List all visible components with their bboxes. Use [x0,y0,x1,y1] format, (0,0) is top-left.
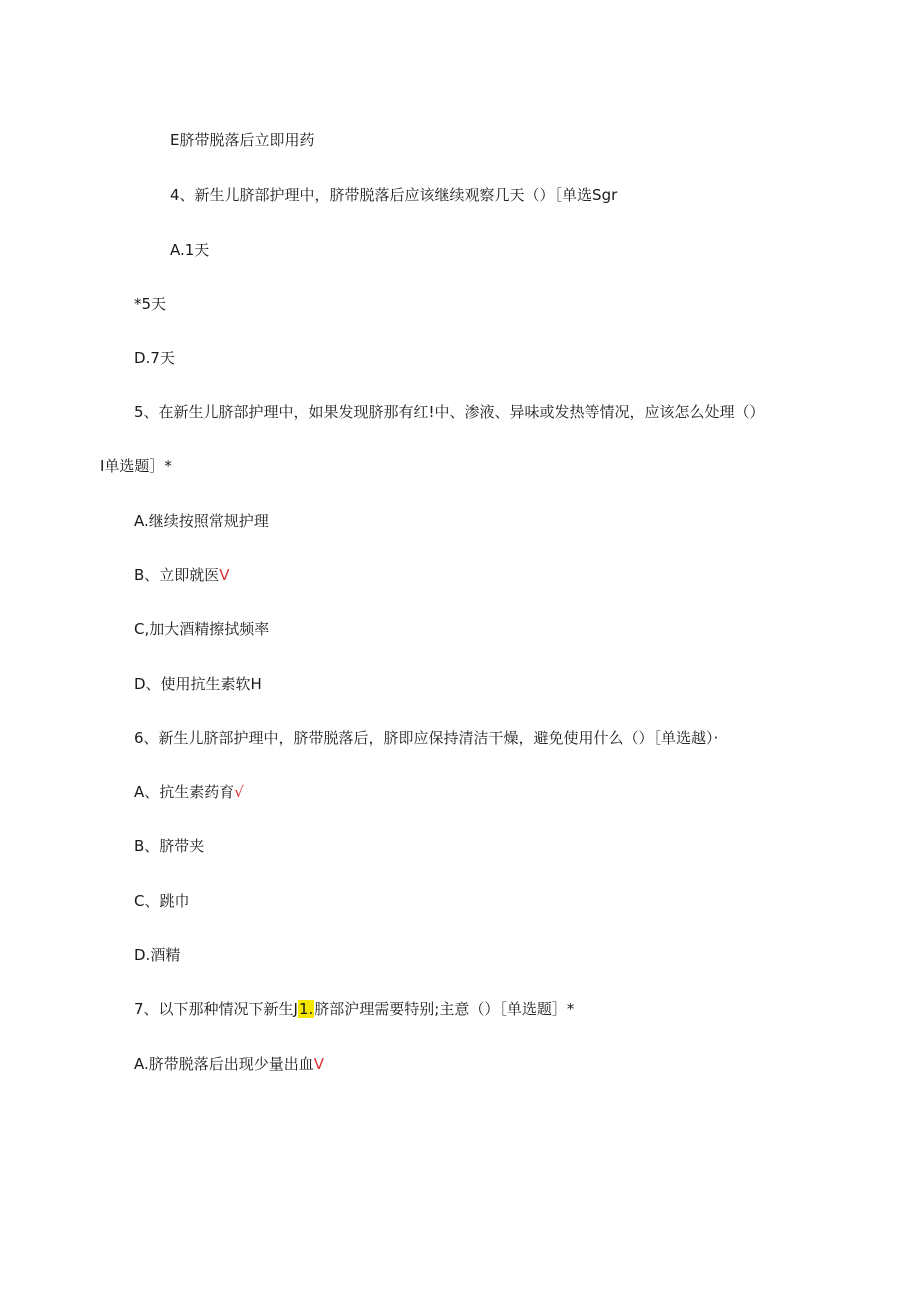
question-4 [170,185,617,205]
option-text: A.脐带脱落后出现少量出血 [134,1055,314,1073]
option-text: C,加大酒精擦拭频率 [134,620,270,638]
option-d-q4 [134,348,175,368]
option-text: A.继续按照常规护理 [134,512,269,530]
correct-mark-icon: V [313,1055,325,1073]
option-b-q6 [134,836,204,856]
question-text: 5、在新生儿脐部护理中，如果发现脐那有红!中、渗液、异味或发热等情况，应该怎么处理（） [134,403,765,421]
question-5-type [100,456,172,476]
question-type-text: I单选题］* [100,457,172,475]
option-text: A.1天 [170,241,210,259]
option-text: C、跳巾 [134,892,190,910]
question-text: 4、新生儿脐部护理中，脐带脱落后应该继续观察几天（）［单选Sgr [170,186,618,204]
option-d-q5 [134,674,262,694]
question-text-end: 脐部沪理需要特别;主意（）［单选题］* [314,1000,575,1018]
option-c-q6 [134,891,189,911]
option-text: A、抗生素药育 [134,783,235,801]
question-text: 6、新生儿脐部护理中，脐带脱落后，脐即应保持清洁干燥，避免使用什么（）［单选越）· [134,729,719,747]
option-text: D.7天 [134,349,175,367]
option-b-q5 [134,565,230,585]
option-a-q6 [134,782,244,802]
option-a-q5 [134,511,269,531]
question-7 [134,999,574,1019]
correct-mark-icon: √ [234,783,244,801]
option-text: E脐带脱落后立即用药 [170,131,315,149]
question-text-start: 7、以下那种情况下新生J [134,1000,298,1018]
option-text: B、脐带夹 [134,837,205,855]
option-a-q7 [134,1054,324,1074]
option-text: B、立即就医 [134,566,220,584]
option-text: *5天 [134,295,167,313]
highlighted-text: 1. [298,1000,314,1018]
correct-mark-icon: V [219,566,230,584]
option-text: D.酒精 [134,946,181,964]
question-6 [134,728,718,748]
option-b-q4 [134,294,166,314]
option-e-q3 [170,130,314,150]
option-d-q6 [134,945,180,965]
question-5 [134,402,765,422]
option-text: D、使用抗生素软H [134,675,262,693]
option-a-q4 [170,240,209,260]
option-c-q5 [134,619,269,639]
